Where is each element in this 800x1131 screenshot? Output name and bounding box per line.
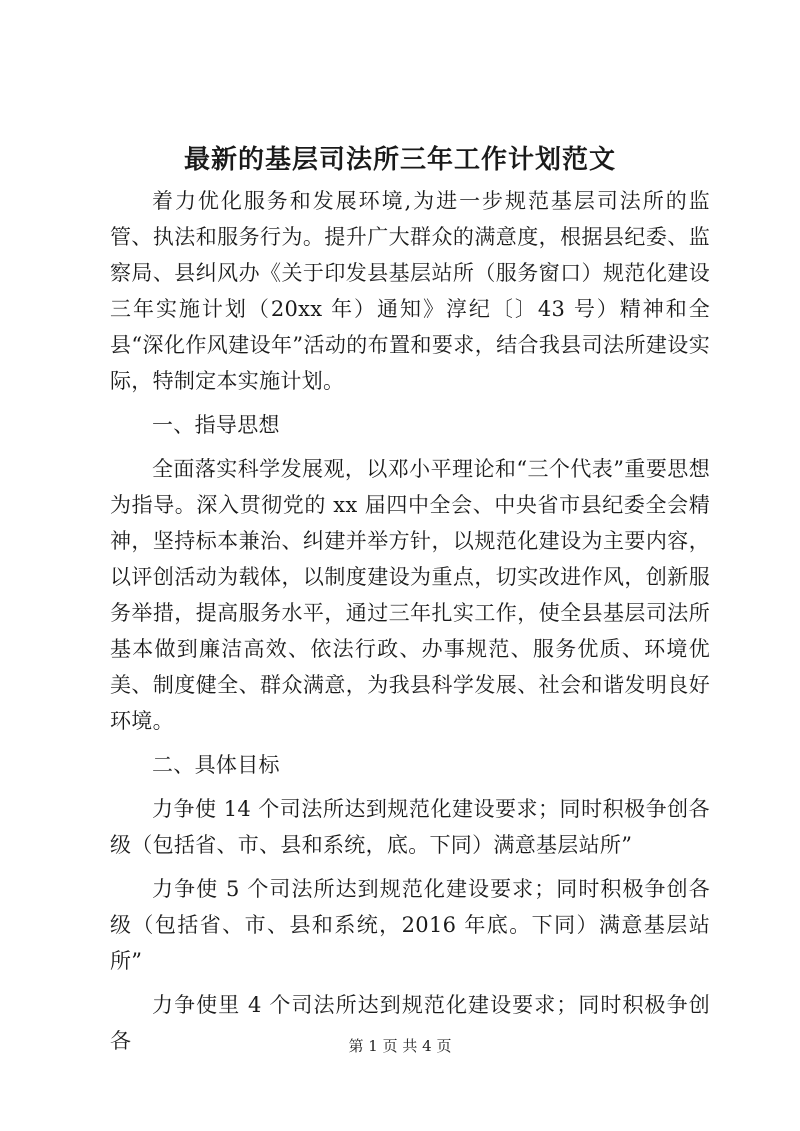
goal-paragraph-1: 力争使 14 个司法所达到规范化建设要求；同时积极争创各级（包括省、市、县和系统，底。下同）满意基层站所”	[110, 797, 710, 857]
intro-paragraph: 着力优化服务和发展环境,为进一步规范基层司法所的监管、执法和服务行为。提升广大群众的满意度，根据县纪委、监察局、县纠风办《关于印发县基层站所（服务窗口）规范化建设三年实施计划（20xx 年）通知》淳纪〔〕43 号）精神和全县“深化作风建设年”活动的布置和要求，结合我县司法所建设实际，特制定本实施计划。	[110, 189, 710, 393]
page-number-footer: 第 1 页 共 4 页	[348, 1037, 452, 1055]
section-heading-specific-goals: 二、具体目标	[152, 753, 280, 777]
document-body	[110, 183, 710, 1059]
goal-paragraph-2: 力争使 5 个司法所达到规范化建设要求；同时积极争创各级（包括省、市、县和系统，2016 年底。下同）满意基层站所”	[110, 877, 710, 973]
guiding-ideology-paragraph: 全面落实科学发展观，以邓小平理论和“三个代表”重要思想为指导。深入贯彻党的 xx 届四中全会、中央省市县纪委全会精神，坚持标本兼治、纠建并举方针，以规范化建设为主要内容，以评创活动为载体，以制度建设为重点，切实改进作风，创新服务举措，提高服务水平，通过三年扎实工作，使全县基层司法所基本做到廉洁高效、依法行政、办事规范、服务优质、环境优美、制度健全、群众满意，为我县科学发展、社会和谐发明良好环境。	[110, 457, 710, 733]
section-heading-guiding-ideology: 一、指导思想	[152, 413, 280, 437]
goal-paragraph-3: 力争使里 4 个司法所达到规范化建设要求；同时积极争创各	[110, 993, 710, 1053]
document-title: 最新的基层司法所三年工作计划范文	[183, 145, 616, 175]
